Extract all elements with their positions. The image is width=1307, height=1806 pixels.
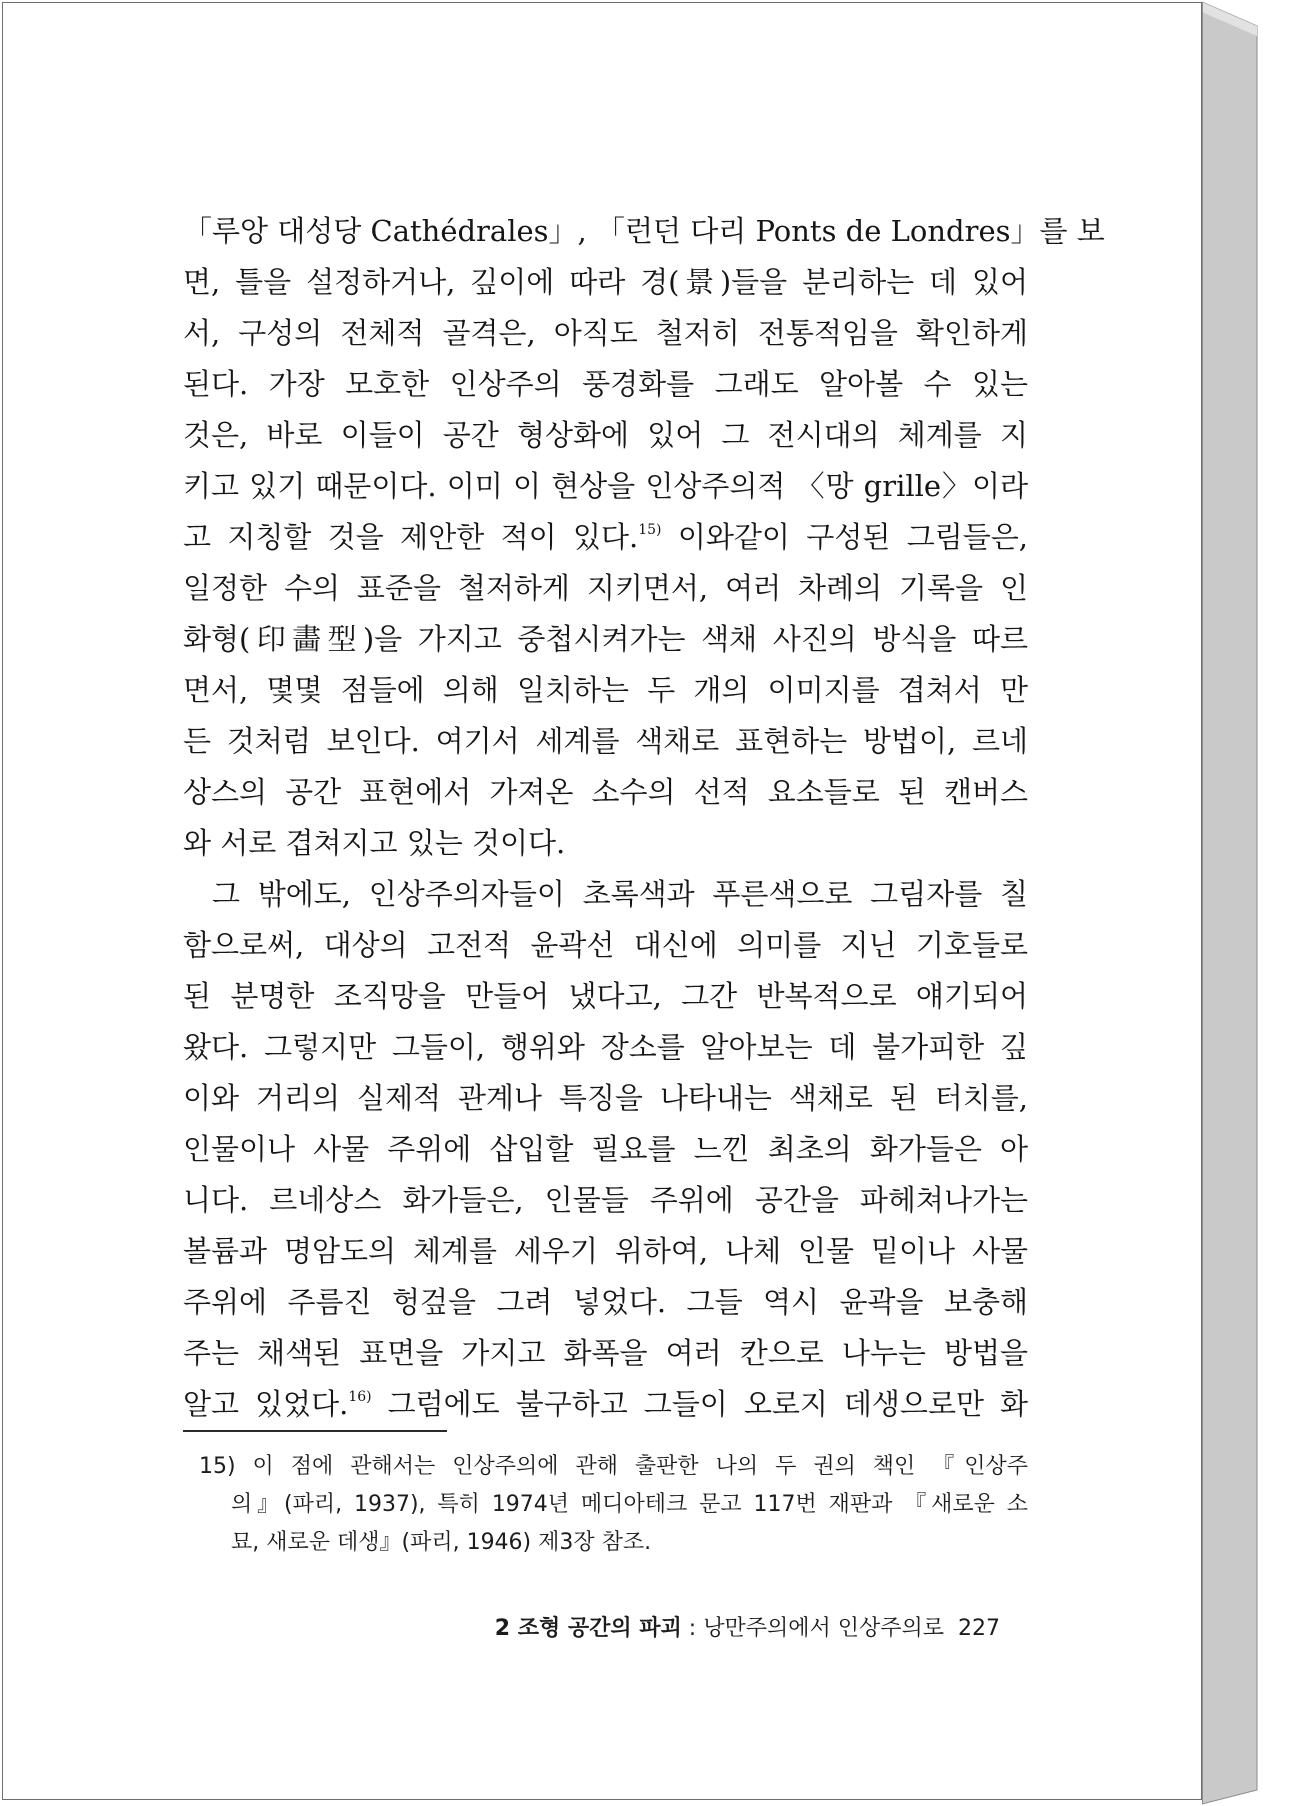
chapter-subtitle: 낭만주의에서 인상주의로 xyxy=(703,1616,944,1641)
body-line: 이와 거리의 실제적 관계나 특징을 나타내는 색채로 된 터치를, xyxy=(183,1081,1028,1115)
body-line: 든 것처럼 보인다. 여기서 세계를 색채로 표현하는 방법이, 르네 xyxy=(183,724,1028,758)
running-footer xyxy=(440,1612,1000,1646)
body-line: 화형(印畵型)을 가지고 중첩시켜가는 색채 사진의 방식을 따르 xyxy=(183,622,1028,656)
body-line: 된 분명한 조직망을 만들어 냈다고, 그간 반복적으로 얘기되어 xyxy=(183,979,1028,1013)
body-line-text: 고 지칭할 것을 제안한 적이 있다. xyxy=(183,520,639,554)
body-line: 주위에 주름진 헝겊을 그려 넣었다. 그들 역시 윤곽을 보충해 xyxy=(183,1285,1028,1319)
body-line: 일정한 수의 표준을 철저하게 지키면서, 여러 차례의 기록을 인 xyxy=(183,571,1028,605)
body-line: 니다. 르네상스 화가들은, 인물들 주위에 공간을 파헤쳐나가는 xyxy=(183,1183,1028,1217)
body-line: 키고 있기 때문이다. 이미 이 현상을 인상주의적 〈망 grille〉이라 xyxy=(183,469,1028,503)
body-line: 「루앙 대성당 Cathédrales」, 「런던 다리 Ponts de Londres」를 보 xyxy=(183,214,1105,248)
footnote-ref-16[interactable]: 16) xyxy=(348,1389,372,1405)
chapter-title: 2 조형 공간의 파괴 xyxy=(494,1616,682,1641)
footnote-line: 15) 이 점에 관해서는 인상주의에 관해 출판한 나의 두 권의 책인 『인상주 xyxy=(199,1454,1028,1479)
body-line: 면서, 몇몇 점들에 의해 일치하는 두 개의 이미지를 겹쳐서 만 xyxy=(183,673,1028,707)
book-spine-edge xyxy=(1202,0,1307,1806)
footnote-15 xyxy=(199,1448,1028,1562)
body-line: 와 서로 겹쳐지고 있는 것이다. xyxy=(183,826,566,860)
body-line-text: 알고 있었다. xyxy=(183,1387,349,1421)
footnote-line: 의』(파리, 1937), 특히 1974년 메디아테크 문고 117번 재판과 『새로운 소 xyxy=(231,1492,1028,1517)
body-line: 상스의 공간 표현에서 가져온 소수의 선적 요소들로 된 캔버스 xyxy=(183,775,1028,809)
footnote-line: 묘, 새로운 데생』(파리, 1946) 제3장 참조. xyxy=(231,1530,652,1555)
body-line-text: 그럼에도 불구하고 그들이 오로지 데생으로만 화 xyxy=(387,1387,1029,1421)
body-line xyxy=(183,512,1028,563)
footer-separator: : xyxy=(681,1616,704,1641)
body-line: 볼륨과 명암도의 체계를 세우기 위하여, 나체 인물 밑이나 사물 xyxy=(183,1234,1028,1268)
body-line-text: 이와같이 구성된 그림들은, xyxy=(661,520,1028,554)
body-line: 왔다. 그렇지만 그들이, 행위와 장소를 알아보는 데 불가피한 깊 xyxy=(183,1030,1028,1064)
body-line: 것은, 바로 이들이 공간 형상화에 있어 그 전시대의 체계를 지 xyxy=(183,418,1028,452)
body-line: 주는 채색된 표면을 가지고 화폭을 여러 칸으로 나누는 방법을 xyxy=(183,1336,1028,1370)
body-line: 그 밖에도, 인상주의자들이 초록색과 푸른색으로 그림자를 칠 xyxy=(212,877,1028,911)
body-line: 함으로써, 대상의 고전적 윤곽선 대신에 의미를 지닌 기호들로 xyxy=(183,928,1028,962)
footnote-ref-15[interactable]: 15) xyxy=(638,522,662,538)
body-line: 된다. 가장 모호한 인상주의 풍경화를 그래도 알아볼 수 있는 xyxy=(183,367,1028,401)
body-text xyxy=(183,206,1105,1430)
body-line: 면, 틀을 설정하거나, 깊이에 따라 경(景)들을 분리하는 데 있어 xyxy=(183,265,1028,299)
footnote-divider xyxy=(183,1430,447,1432)
body-line: 인물이나 사물 주위에 삽입할 필요를 느낀 최초의 화가들은 아 xyxy=(183,1132,1028,1166)
page-number: 227 xyxy=(958,1616,1000,1641)
body-line xyxy=(183,1379,1028,1430)
body-line: 서, 구성의 전체적 골격은, 아직도 철저히 전통적임을 확인하게 xyxy=(183,316,1028,350)
